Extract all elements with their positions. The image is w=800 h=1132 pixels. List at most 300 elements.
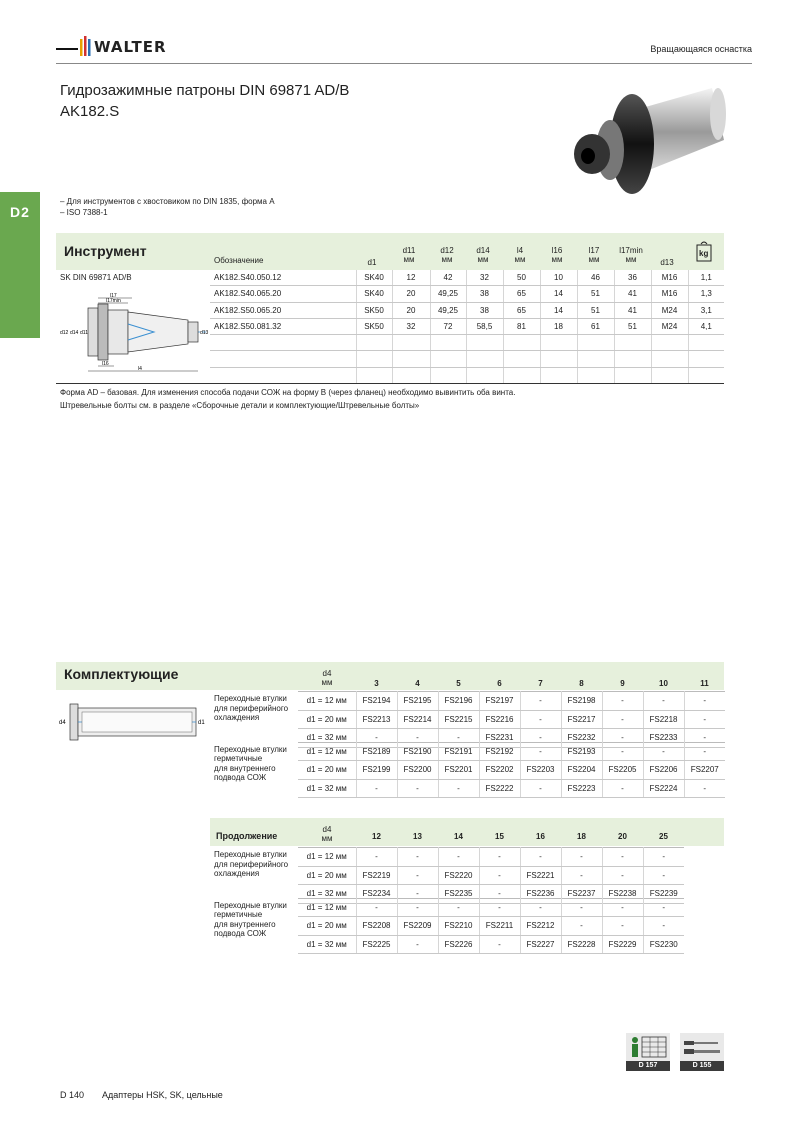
part-number-cell: - [397, 848, 438, 867]
part-number-cell: FS2207 [684, 761, 725, 780]
group-label-line: герметичные [214, 754, 263, 764]
bushing-d1: d1 [198, 720, 205, 726]
part-number-cell: - [356, 848, 397, 867]
diag-d14: d14 [70, 330, 79, 336]
table-row [298, 935, 684, 954]
part-number-cell: FS2210 [438, 917, 479, 936]
part-number-cell: FS2201 [438, 761, 479, 780]
part-number-cell: FS2200 [397, 761, 438, 780]
table-cell [430, 367, 466, 383]
part-number-cell: - [397, 885, 438, 904]
table-cell: 4,1 [688, 318, 724, 334]
table-cell: AK182.S40.050.12 [210, 270, 356, 286]
d1-size-cell: d1 = 12 мм [298, 742, 356, 761]
part-number-cell: - [643, 692, 684, 711]
table-cell: 36 [614, 270, 651, 286]
part-number-cell: FS2238 [602, 885, 643, 904]
part-number-cell: FS2214 [397, 710, 438, 729]
part-number-cell: - [356, 779, 397, 798]
table-cell [430, 351, 466, 367]
table-cell: SK50 [356, 302, 392, 318]
table-cell: 46 [577, 270, 614, 286]
column-header: 3 [374, 679, 379, 688]
table-cell [614, 335, 651, 351]
empty-table-row [210, 367, 724, 383]
part-number-cell: - [561, 917, 602, 936]
table-row [298, 710, 725, 729]
part-number-cell: FS2205 [602, 761, 643, 780]
group-label-line: охлаждения [214, 713, 260, 722]
part-number-cell: - [397, 866, 438, 885]
part-number-cell: - [438, 848, 479, 867]
d1-size-cell: d1 = 32 мм [298, 935, 356, 954]
accessory-table [298, 847, 684, 904]
group-label [214, 901, 287, 939]
column-header: 13 [413, 832, 422, 841]
bushing-diagram [58, 698, 208, 746]
part-number-cell: FS2229 [602, 935, 643, 954]
part-number-cell: - [397, 898, 438, 917]
table-cell: M24 [651, 302, 688, 318]
part-number-cell: FS2194 [356, 692, 397, 711]
table-cell: M16 [651, 270, 688, 286]
table-cell: 18 [540, 318, 577, 334]
part-number-cell: - [520, 848, 561, 867]
brand-name: WALTER [94, 38, 167, 56]
part-number-cell: FS2220 [438, 866, 479, 885]
part-number-cell: - [602, 866, 643, 885]
group-label-line: для периферийного [214, 703, 289, 713]
column-header: 9 [620, 679, 625, 688]
d1-size-cell: d1 = 20 мм [298, 710, 356, 729]
table-cell [540, 335, 577, 351]
part-number-cell: FS2219 [356, 866, 397, 885]
table-cell: 51 [577, 302, 614, 318]
col-d1: d1 [367, 258, 377, 267]
column-header: 15 [495, 832, 504, 841]
part-number-cell: FS2197 [479, 692, 520, 711]
part-number-cell: FS2191 [438, 742, 479, 761]
part-number-cell: FS2203 [520, 761, 561, 780]
part-number-cell: - [684, 742, 725, 761]
page-title-line2: AK182.S [60, 103, 120, 120]
part-number-cell: FS2236 [520, 885, 561, 904]
table-row [298, 848, 684, 867]
table-cell [466, 351, 503, 367]
part-number-cell: - [602, 848, 643, 867]
group-label-line: для периферийного [214, 859, 289, 869]
part-number-cell: - [520, 729, 561, 748]
table-cell: 41 [614, 302, 651, 318]
part-number-cell: - [479, 935, 520, 954]
table-cell [503, 367, 540, 383]
part-number-cell: FS2202 [479, 761, 520, 780]
table-cell [392, 351, 430, 367]
part-number-cell: FS2235 [438, 885, 479, 904]
section-tab-label: D2 [10, 204, 30, 220]
table-cell [503, 351, 540, 367]
table-row [210, 302, 724, 318]
accessory-table [298, 742, 725, 799]
table-cell: 49,25 [430, 302, 466, 318]
column-header: 16 [536, 832, 545, 841]
badge-label-d157: D 157 [626, 1061, 670, 1071]
product-photo [562, 80, 732, 200]
part-number-cell: - [479, 848, 520, 867]
part-number-cell: FS2218 [643, 710, 684, 729]
empty-table-row [210, 335, 724, 351]
part-number-cell: FS2223 [561, 779, 602, 798]
table-cell [614, 351, 651, 367]
badge-label-d155: D 155 [680, 1061, 724, 1071]
part-number-cell: - [602, 917, 643, 936]
diag-l17min: l17min [106, 298, 121, 304]
table-cell [577, 367, 614, 383]
part-number-cell: FS2230 [643, 935, 684, 954]
part-number-cell: - [479, 898, 520, 917]
d1-size-cell: d1 = 20 мм [298, 917, 356, 936]
col-d11: d11 мм [402, 246, 416, 264]
col-l16: l16 мм [551, 246, 563, 264]
part-number-cell: - [602, 692, 643, 711]
table-cell [651, 367, 688, 383]
part-number-cell: FS2189 [356, 742, 397, 761]
part-number-cell: - [479, 885, 520, 904]
info-table-icon [626, 1033, 670, 1061]
column-header: 8 [579, 679, 584, 688]
column-header: 11 [700, 679, 709, 688]
weight-unit: kg [699, 249, 709, 258]
d1-size-cell: d1 = 12 мм [298, 898, 356, 917]
table-cell: 1,3 [688, 286, 724, 302]
table-cell: 14 [540, 286, 577, 302]
part-number-cell: FS2209 [397, 917, 438, 936]
part-number-cell: - [602, 898, 643, 917]
part-number-cell: - [684, 710, 725, 729]
d1-size-cell: d1 = 20 мм [298, 761, 356, 780]
part-number-cell: FS2198 [561, 692, 602, 711]
part-number-cell: FS2204 [561, 761, 602, 780]
column-header: 14 [454, 832, 463, 841]
continuation-title: Продолжение [216, 831, 278, 841]
table-cell: 20 [392, 302, 430, 318]
part-number-cell: FS2206 [643, 761, 684, 780]
table-cell [688, 335, 724, 351]
pull-stud-icon [680, 1033, 724, 1061]
table-row [210, 286, 724, 302]
part-number-cell: FS2239 [643, 885, 684, 904]
table-row [298, 866, 684, 885]
part-number-cell: - [520, 898, 561, 917]
group-label [214, 745, 287, 783]
part-number-cell: FS2215 [438, 710, 479, 729]
col-d14: d14 мм [476, 246, 490, 264]
d1-size-cell: d1 = 12 мм [298, 848, 356, 867]
table-row [298, 898, 684, 917]
group-label-line: для внутреннего [214, 763, 276, 773]
accessory-table [298, 898, 684, 955]
part-number-cell: FS2192 [479, 742, 520, 761]
part-number-cell: FS2228 [561, 935, 602, 954]
table-cell: SK40 [356, 270, 392, 286]
group-label-line: подвода СОЖ [214, 773, 267, 783]
group-label-line: подвода СОЖ [214, 929, 267, 939]
diag-l4: l4 [138, 366, 142, 372]
page-title-line1: Гидрозажимные патроны DIN 69871 AD/B [60, 82, 350, 99]
part-number-cell: - [561, 866, 602, 885]
part-number-cell: FS2190 [397, 742, 438, 761]
part-number-cell: - [356, 898, 397, 917]
group-label-line: Переходные втулки [214, 744, 287, 754]
part-number-cell: - [561, 848, 602, 867]
group-label-line: для внутреннего [214, 919, 276, 929]
table-cell: 51 [614, 318, 651, 334]
bullet-2: – ISO 7388-1 [60, 208, 108, 217]
col-l4: l4 мм [514, 246, 526, 264]
table-cell: 20 [392, 286, 430, 302]
col-d13: d13 [660, 258, 674, 267]
d1-size-cell: d1 = 20 мм [298, 866, 356, 885]
column-header: 7 [538, 679, 543, 688]
bullet-1: – Для инструментов с хвостовиком по DIN 1835, форма A [60, 197, 275, 206]
part-number-cell: FS2212 [520, 917, 561, 936]
part-number-cell: FS2196 [438, 692, 479, 711]
table-cell [651, 335, 688, 351]
table-cell: AK182.S50.081.32 [210, 318, 356, 334]
column-header: 25 [659, 832, 668, 841]
part-number-cell: FS2234 [356, 885, 397, 904]
bushing-d4: d4 [59, 720, 66, 726]
part-number-cell: - [438, 898, 479, 917]
part-number-cell: - [602, 742, 643, 761]
part-number-cell: FS2232 [561, 729, 602, 748]
part-number-cell: - [397, 935, 438, 954]
table-cell: 58,5 [466, 318, 503, 334]
table-cell [210, 351, 356, 367]
column-header: 20 [618, 832, 627, 841]
header-rule [56, 63, 752, 64]
weight-icon [696, 240, 712, 262]
column-header: 5 [456, 679, 461, 688]
d1-size-cell: d1 = 32 мм [298, 729, 356, 748]
table-cell [356, 351, 392, 367]
table-cell [466, 367, 503, 383]
footer-page-number: D 140 [60, 1090, 85, 1100]
table-cell: 65 [503, 286, 540, 302]
diag-l16: l16 [102, 361, 109, 367]
part-number-cell: FS2213 [356, 710, 397, 729]
diag-d11: d11 [80, 330, 88, 336]
part-number-cell: FS2224 [643, 779, 684, 798]
part-number-cell: - [643, 742, 684, 761]
table-cell [210, 335, 356, 351]
table-cell: M16 [651, 286, 688, 302]
part-number-cell: - [438, 729, 479, 748]
table-cell [392, 335, 430, 351]
part-number-cell: - [602, 710, 643, 729]
part-number-cell: FS2237 [561, 885, 602, 904]
table-cell: 10 [540, 270, 577, 286]
table-cell: 81 [503, 318, 540, 334]
reference-badge-d155[interactable] [680, 1033, 724, 1071]
part-number-cell: - [520, 779, 561, 798]
table-cell: 38 [466, 286, 503, 302]
table-cell [210, 367, 356, 383]
part-number-cell: - [479, 866, 520, 885]
part-number-cell: - [520, 742, 561, 761]
table-cell [392, 367, 430, 383]
part-number-cell: FS2226 [438, 935, 479, 954]
part-number-cell: - [643, 917, 684, 936]
table-cell: 38 [466, 302, 503, 318]
table-cell [466, 335, 503, 351]
column-header: 18 [577, 832, 586, 841]
cont-d4-header: d4 мм [321, 825, 333, 843]
table-cell [503, 335, 540, 351]
part-number-cell: FS2233 [643, 729, 684, 748]
tool-table [210, 270, 724, 384]
part-number-cell: FS2193 [561, 742, 602, 761]
d1-size-cell: d1 = 12 мм [298, 692, 356, 711]
tool-dimension-diagram [58, 290, 210, 374]
page-category: Вращающаяся оснастка [650, 44, 752, 54]
part-number-cell: - [602, 779, 643, 798]
diag-l17: l17 [110, 293, 117, 299]
d1-size-cell: d1 = 32 мм [298, 779, 356, 798]
table-cell: 14 [540, 302, 577, 318]
part-number-cell: - [397, 729, 438, 748]
tool-left-label: SK DIN 69871 AD/B [60, 273, 132, 282]
table-cell [614, 367, 651, 383]
part-number-cell: FS2221 [520, 866, 561, 885]
table-cell: 41 [614, 286, 651, 302]
part-number-cell: FS2216 [479, 710, 520, 729]
walter-logo [56, 34, 196, 60]
table-cell: SK50 [356, 318, 392, 334]
table-cell: 1,1 [688, 270, 724, 286]
table-row [298, 761, 725, 780]
part-number-cell: FS2208 [356, 917, 397, 936]
diag-d12: d12 [60, 330, 69, 336]
table-cell: 65 [503, 302, 540, 318]
table-row [298, 779, 725, 798]
table-cell: M24 [651, 318, 688, 334]
d1-size-cell: d1 = 32 мм [298, 885, 356, 904]
tool-table-body [210, 270, 724, 384]
part-number-cell: FS2199 [356, 761, 397, 780]
group-label-line: герметичные [214, 910, 263, 920]
table-cell [577, 335, 614, 351]
part-number-cell: FS2222 [479, 779, 520, 798]
part-number-cell: FS2217 [561, 710, 602, 729]
table-cell: 3,1 [688, 302, 724, 318]
diag-d13: d13 [200, 330, 209, 336]
part-number-cell: - [438, 779, 479, 798]
group-label-line: охлаждения [214, 869, 260, 878]
part-number-cell: - [561, 898, 602, 917]
group-label-line: Переходные втулки [214, 900, 287, 910]
part-number-cell: FS2195 [397, 692, 438, 711]
table-row [298, 742, 725, 761]
accessories-section-title: Комплектующие [64, 666, 179, 682]
accessory-table [298, 691, 725, 748]
part-number-cell: FS2227 [520, 935, 561, 954]
table-cell: AK182.S50.065.20 [210, 302, 356, 318]
table-cell [577, 351, 614, 367]
table-row [298, 692, 725, 711]
footer-text: Адаптеры HSK, SK, цельные [102, 1090, 223, 1100]
part-number-cell: FS2211 [479, 917, 520, 936]
table-cell [540, 351, 577, 367]
column-header: 12 [372, 832, 381, 841]
part-number-cell: - [643, 848, 684, 867]
table-cell [356, 335, 392, 351]
tool-table-bottom-rule [56, 383, 724, 384]
reference-badge-d157[interactable] [626, 1033, 670, 1071]
note-2: Штревельные болты см. в разделе «Сборочные детали и комплектующие/Штревельные болты» [60, 401, 420, 410]
table-cell: 49,25 [430, 286, 466, 302]
table-cell [688, 351, 724, 367]
column-header: 10 [659, 679, 668, 688]
empty-table-row [210, 351, 724, 367]
table-cell: SK40 [356, 286, 392, 302]
col-l17min: l17min мм [619, 246, 643, 264]
part-number-cell: - [520, 692, 561, 711]
group-label-line: Переходные втулки [214, 694, 287, 703]
section-tab [0, 192, 40, 338]
part-number-cell: - [684, 779, 725, 798]
table-cell [651, 351, 688, 367]
column-header: 6 [497, 679, 502, 688]
group-label-line: Переходные втулки [214, 850, 287, 859]
table-row [210, 318, 724, 334]
table-row [298, 917, 684, 936]
table-cell [356, 367, 392, 383]
table-cell: 51 [577, 286, 614, 302]
table-cell: 61 [577, 318, 614, 334]
group-label [214, 850, 288, 879]
part-number-cell: FS2225 [356, 935, 397, 954]
table-cell: 12 [392, 270, 430, 286]
column-header: 4 [415, 679, 420, 688]
table-cell: 32 [392, 318, 430, 334]
part-number-cell: - [520, 710, 561, 729]
table-cell [688, 367, 724, 383]
part-number-cell: - [643, 866, 684, 885]
tool-section-title: Инструмент [64, 243, 147, 259]
col-l17: l17 мм [588, 246, 600, 264]
part-number-cell: - [602, 729, 643, 748]
table-cell [430, 335, 466, 351]
acc-d4-header: d4 мм [321, 669, 333, 687]
table-cell: 50 [503, 270, 540, 286]
group-label [214, 694, 288, 723]
col-designation: Обозначение [214, 256, 264, 265]
part-number-cell: - [356, 729, 397, 748]
part-number-cell: - [397, 779, 438, 798]
note-1: Форма AD – базовая. Для изменения способа подачи СОЖ на форму В (через фланец) необходимо вывинтить оба винта. [60, 388, 516, 397]
table-cell: AK182.S40.065.20 [210, 286, 356, 302]
table-cell [540, 367, 577, 383]
part-number-cell: - [643, 898, 684, 917]
part-number-cell: - [684, 729, 725, 748]
part-number-cell: FS2231 [479, 729, 520, 748]
table-cell: 32 [466, 270, 503, 286]
col-d12: d12 мм [440, 246, 454, 264]
table-cell: 42 [430, 270, 466, 286]
table-cell: 72 [430, 318, 466, 334]
table-row [210, 270, 724, 286]
